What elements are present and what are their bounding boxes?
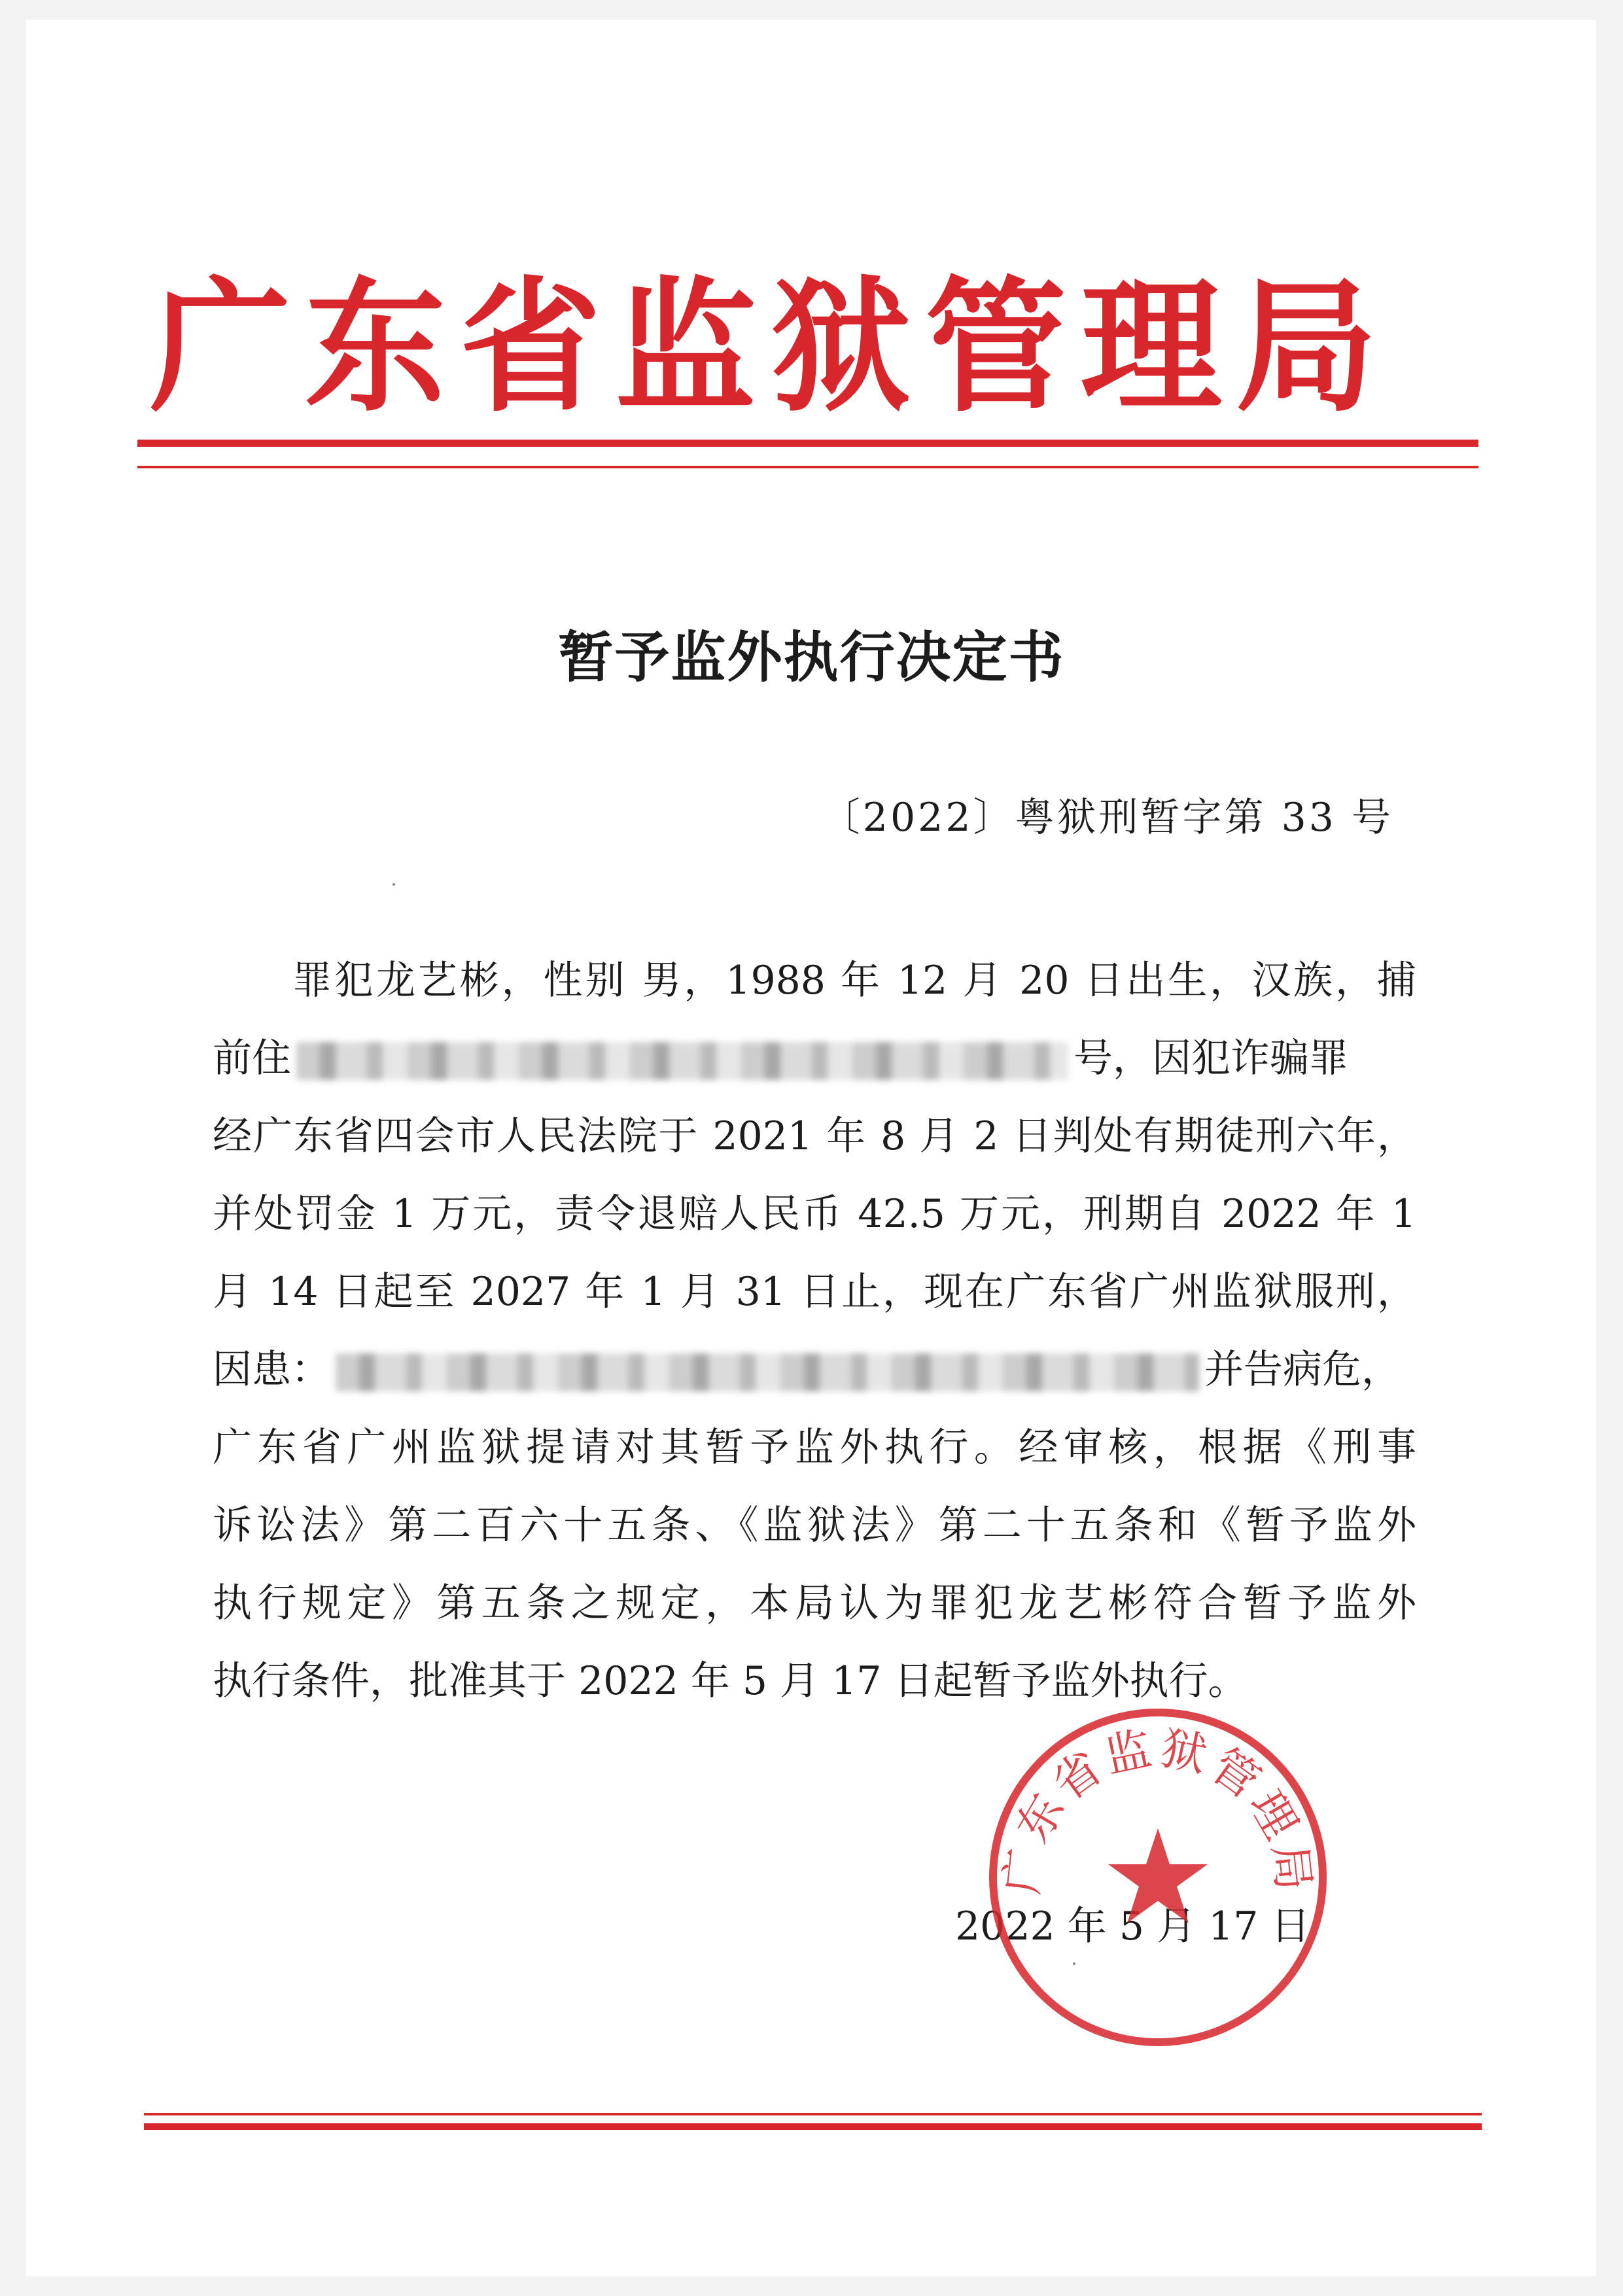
body-line-segment: 因患：	[213, 1347, 330, 1393]
document-body	[213, 942, 1416, 1720]
body-line	[213, 1020, 1416, 1098]
letterhead-title: 广东省监狱管理局	[149, 262, 1391, 431]
body-line: 并处罚金 1 万元，责令退赔人民币 42.5 万元，刑期自 2022 年 1	[213, 1191, 1416, 1237]
body-line: 广东省广州监狱提请对其暂予监外执行。经审核，根据《刑事	[213, 1425, 1416, 1470]
document-title: 暂予监外执行决定书	[558, 625, 1065, 689]
scan-speck	[393, 883, 395, 886]
letterhead-rule-thick	[137, 440, 1478, 447]
body-line	[213, 1331, 1416, 1409]
document-number: 〔2022〕粤狱刑暂字第 33 号	[820, 795, 1393, 841]
body-line: 执行规定》第五条之规定，本局认为罪犯龙艺彬符合暂予监外	[213, 1580, 1416, 1626]
letterhead-rule-thin	[137, 466, 1478, 468]
redacted-address	[296, 1042, 1068, 1080]
body-line: 经广东省四会市人民法院于 2021 年 8 月 2 日判处有期徒刑六年，	[213, 1113, 1416, 1159]
redacted-diagnosis	[336, 1353, 1199, 1391]
body-line-segment: 号，因犯诈骗罪	[1073, 1035, 1348, 1081]
footer-rule-thick	[144, 2123, 1482, 2130]
body-line: 月 14 日起至 2027 年 1 月 31 日止，现在广东省广州监狱服刑，	[213, 1269, 1416, 1315]
footer-rule-thin	[144, 2113, 1482, 2115]
body-line-segment: 前住	[213, 1035, 291, 1081]
official-seal	[981, 1701, 1335, 2054]
star-icon	[1108, 1828, 1208, 1923]
document-date: 2022 年 5 月 17 日	[955, 1904, 1310, 1949]
seal-text: 广东省监狱管理局	[994, 1720, 1321, 1897]
body-line: 罪犯龙艺彬，性别 男，1988 年 12 月 20 日出生，汉族，捕	[292, 958, 1416, 1003]
body-line-segment: 并告病危，	[1204, 1347, 1401, 1393]
body-line: 诉讼法》第二百六十五条、《监狱法》第二十五条和《暂予监外	[213, 1503, 1416, 1548]
body-line: 执行条件，批准其于 2022 年 5 月 17 日起暂予监外执行。	[213, 1658, 1248, 1704]
